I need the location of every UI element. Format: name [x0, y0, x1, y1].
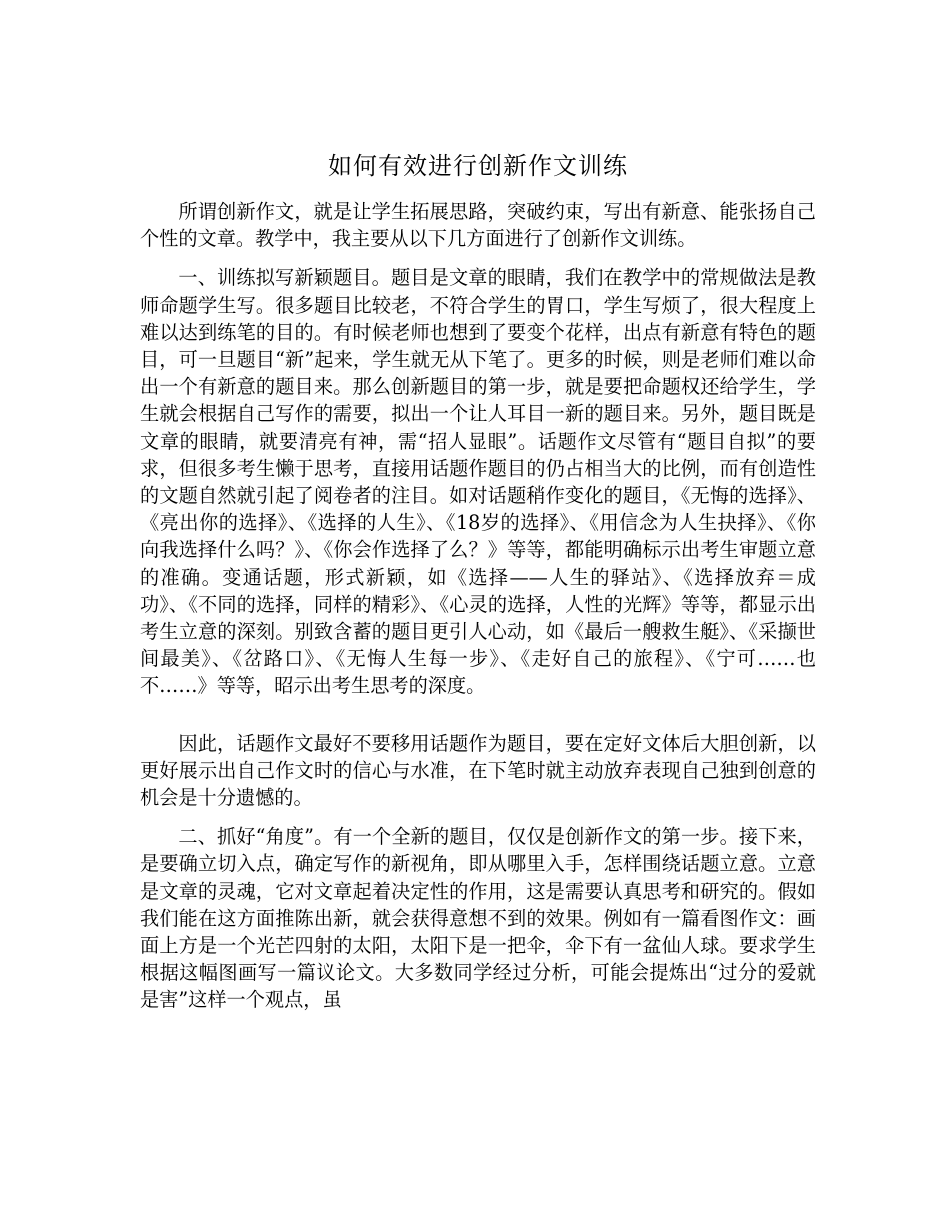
paragraph-conclusion-one: 因此，话题作文最好不要移用话题作为题目，要在定好文体后大胆创新，以更好展示出自己作文时的信心与水准，在下笔时就主动放弃表现自己独到创意的机会是十分遗憾的。 [140, 731, 816, 810]
paragraph-section-one: 一、训练拟写新颖题目。题目是文章的眼睛，我们在教学中的常规做法是教师命题学生写。很多题目比较老，不符合学生的胃口，学生写烦了，很大程度上难以达到练笔的目的。有时候老师也想到了要变个花样，出点有新意有特色的题目，可一旦题目“新”起来，学生就无从下笔了。更多的时候，则是老师们难以命出一个有新意的题目来。那么创新题目的第一步，就是要把命题权还给学生，学生就会根据自己写作的需要，拟出一个让人耳目一新的题目来。另外，题目既是文章的眼睛，就要清亮有神，需“招人显眼”。话题作文尽管有“题目自拟”的要求，但很多考生懒于思考，直接用话题作题目的仍占相当大的比例，而有创造性的文题自然就引起了阅卷者的注目。如对话题稍作变化的题目，《无悔的选择》、《亮出你的选择》、《选择的人生》、《18岁的选择》、《用信念为人生抉择》、《你向我选择什么吗？》、《你会作选择了么？》等等，都能明确标示出考生审题立意的准确。变通话题，形式新颖，如《选择——人生的驿站》、《选择放弃＝成功》、《不同的选择，同样的精彩》、《心灵的选择，人性的光辉》等等，都显示出考生立意的深刻。别致含蓄的题目更引人心动，如《最后一艘救生艇》、《采撷世间最美》、《岔路口》、《无悔人生每一步》、《走好自己的旅程》、《宁可……也不……》等等，昭示出考生思考的深度。 [140, 266, 816, 698]
document-page [140, 146, 816, 1026]
paragraph-section-two: 二、抓好“角度”。有一个全新的题目，仅仅是创新作文的第一步。接下来，是要确立切入点，确定写作的新视角，即从哪里入手，怎样围绕话题立意。立意是文章的灵魂，它对文章起着决定性的作用，这是需要认真思考和研究的。假如我们能在这方面推陈出新，就会获得意想不到的效果。例如有一篇看图作文：画面上方是一个光芒四射的太阳，太阳下是一把伞，伞下有一盆仙人球。要求学生根据这幅图画写一篇议论文。大多数同学经过分析，可能会提炼出“过分的爱就是害”这样一个观点，虽 [140, 825, 816, 1012]
paragraph-intro: 所谓创新作文，就是让学生拓展思路，突破约束，写出有新意、能张扬自己个性的文章。教学中，我主要从以下几方面进行了创新作文训练。 [140, 200, 816, 251]
document-title: 如何有效进行创新作文训练 [328, 152, 628, 180]
